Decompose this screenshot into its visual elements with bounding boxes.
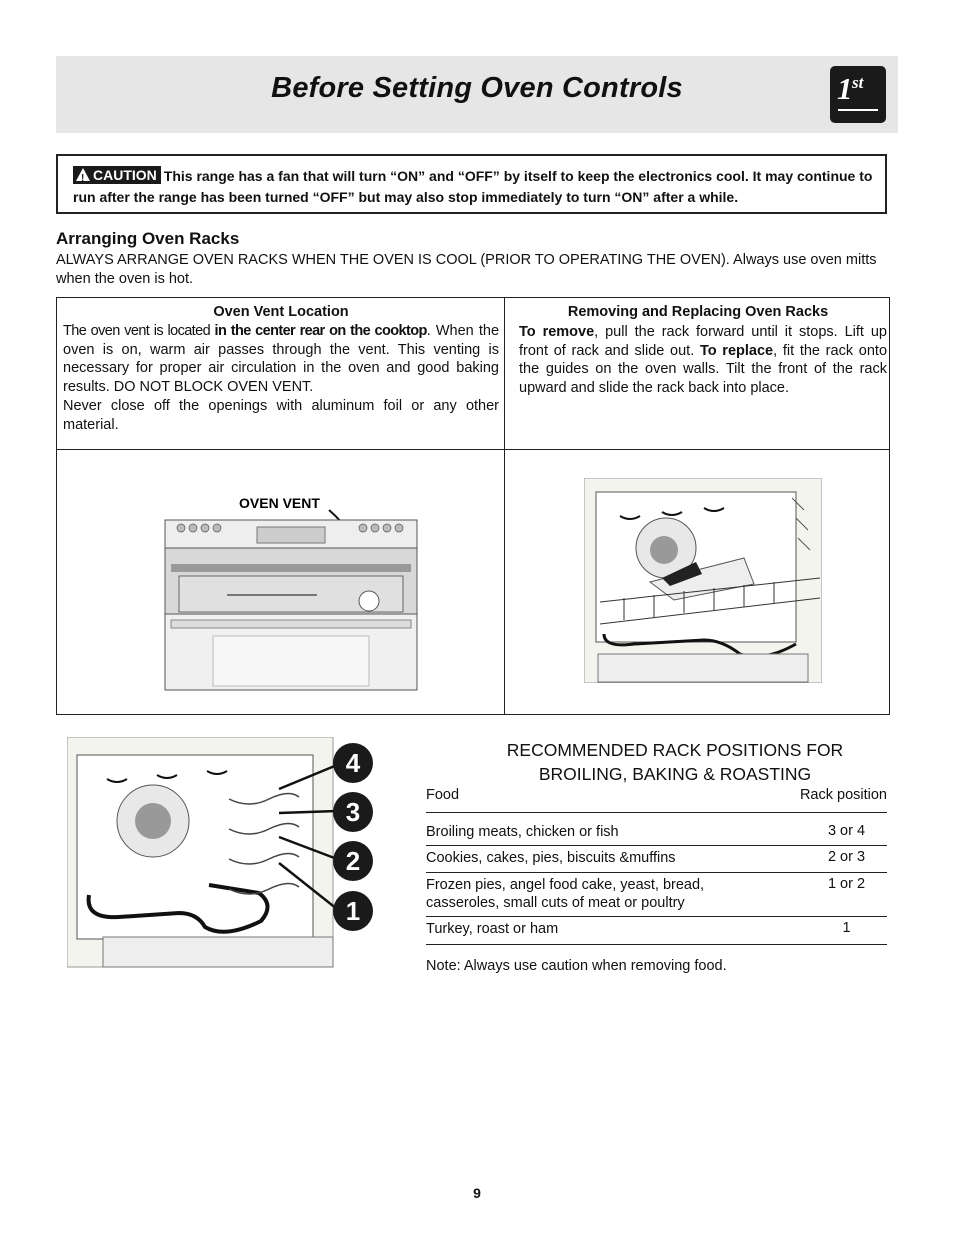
caution-label <box>73 166 161 184</box>
table-row-food <box>426 876 704 912</box>
vent-text-bold: in the center rear on the cooktop <box>214 323 427 339</box>
vent-text-end: . When the oven is on, warm air passes through the vent. This venting is necessary for proper air circulation in the oven and good baking results. DO NOT BLOCK OVEN VENT. <box>63 323 500 396</box>
arranging-heading: Arranging Oven Racks <box>56 229 240 248</box>
rack-number-3: 3 <box>345 797 361 827</box>
badge-suffix: st <box>852 73 864 92</box>
rack-table-title <box>465 738 885 786</box>
racks-text <box>519 323 887 398</box>
warning-icon: ! <box>76 168 90 181</box>
remove-bold: To remove <box>519 324 595 340</box>
table-row-position: 1 or 2 <box>827 876 866 892</box>
rack-number-1: 1 <box>345 896 361 926</box>
replace-text: , fit the rack onto the guides on the oven walls. Tilt the front of the rack upward and slide the rack back into place. <box>519 342 888 397</box>
vent-text-2: Never close off the openings with aluminum foil or any other material. <box>63 397 499 433</box>
oven-vent-label: OVEN VENT <box>239 495 320 511</box>
column-header-position: Rack position <box>799 787 887 803</box>
table-rule <box>426 812 887 813</box>
caution-text: This range has a fan that will turn “ON” and “OFF” by itself to keep the electronics cool. It may continue to run after the range has been turned “OFF” but may also stop immediately to turn “ON” after a while. <box>73 168 873 205</box>
section-badge <box>830 66 886 123</box>
table-rule <box>426 872 887 873</box>
replace-bold: To replace <box>699 342 774 359</box>
table-row-position: 3 or 4 <box>827 823 866 839</box>
racks-heading: Removing and Replacing Oven Racks <box>567 304 829 320</box>
table-row-position: 2 or 3 <box>827 849 866 865</box>
table-row-food-line1: Frozen pies, angel food cake, yeast, bread, <box>426 877 705 893</box>
table-rule <box>426 916 887 917</box>
table-row-food: Cookies, cakes, pies, biscuits &muffins <box>426 850 676 866</box>
badge-number: 1 <box>837 71 853 106</box>
rack-removal-illustration <box>584 478 822 683</box>
caution-box <box>56 154 887 214</box>
table-row-food-line2: casseroles, small cuts of meat or poultry <box>426 895 685 911</box>
column-header-food: Food <box>426 787 460 803</box>
arranging-text: ALWAYS ARRANGE OVEN RACKS WHEN THE OVEN IS COOL (PRIOR TO OPERATING THE OVEN). Always use oven mitts when the oven is hot. <box>56 252 877 287</box>
rack-table-title-line2: BROILING, BAKING & ROASTING <box>538 764 812 784</box>
rack-table-title-line1: RECOMMENDED RACK POSITIONS FOR <box>506 740 844 760</box>
rack-number-4: 4 <box>345 748 361 778</box>
vent-text-start: The oven vent is located <box>63 323 215 339</box>
oven-vent-illustration <box>157 490 425 695</box>
table-row-food: Turkey, roast or ham <box>426 921 559 937</box>
grid-divider <box>504 298 505 714</box>
rack-positions-illustration <box>67 737 377 969</box>
remove-text: , pull the rack forward until it stops. Lift up front of rack and slide out. <box>519 324 887 359</box>
vent-heading: Oven Vent Location <box>213 304 349 320</box>
table-rule <box>426 944 887 945</box>
table-rule <box>426 845 887 846</box>
badge-underline <box>838 109 878 111</box>
caution-label-text: CAUTION <box>93 167 157 183</box>
table-row-position: 1 <box>842 920 851 936</box>
page-title: Before Setting Oven Controls <box>271 72 683 104</box>
page-number: 9 <box>473 1185 481 1201</box>
table-row-food: Broiling meats, chicken or fish <box>426 824 619 840</box>
rack-number-2: 2 <box>345 846 361 876</box>
vent-text <box>63 322 499 434</box>
table-note: Note: Always use caution when removing food. <box>426 958 727 974</box>
info-grid <box>56 297 890 715</box>
header-banner <box>56 56 898 133</box>
grid-divider <box>57 449 889 450</box>
